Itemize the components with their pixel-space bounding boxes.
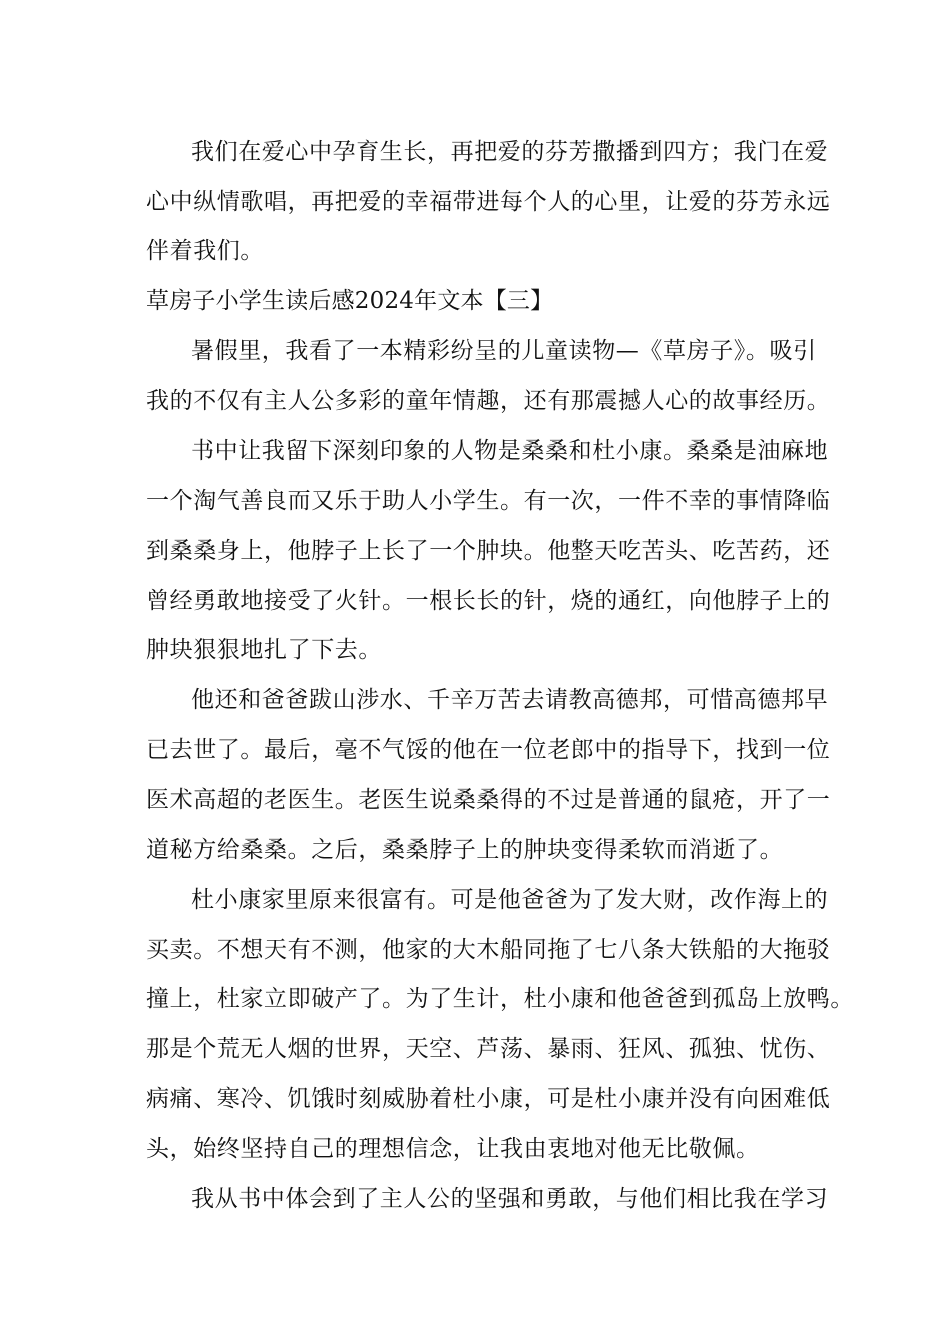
text-line: 已去世了。最后，毫不气馁的他在一位老郎中的指导下，找到一位 bbox=[146, 737, 831, 763]
text-line: 我从书中体会到了主人公的坚强和勇敢，与他们相比我在学习 bbox=[191, 1186, 829, 1212]
text-line: 我们在爱心中孕育生长，再把爱的芬芳撒播到四方；我门在爱 bbox=[191, 139, 829, 165]
text-line: 肿块狠狠地扎了下去。 bbox=[146, 637, 382, 663]
text-line: 我的不仅有主人公多彩的童年情趣，还有那震撼人心的故事经历。 bbox=[146, 388, 831, 414]
text-line: 暑假里，我看了一本精彩纷呈的儿童读物—《草房子》。吸引 bbox=[191, 338, 817, 364]
text-line: 书中让我留下深刻印象的人物是桑桑和杜小康。桑桑是油麻地 bbox=[191, 438, 829, 464]
text-line: 撞上，杜家立即破产了。为了生计，杜小康和他爸爸到孤岛上放鸭。 bbox=[146, 986, 854, 1012]
text-line: 曾经勇敢地接受了火针。一根长长的针，烧的通红，向他脖子上的 bbox=[146, 588, 831, 614]
text-line: 买卖。不想天有不测，他家的大木船同拖了七八条大铁船的大拖驳 bbox=[146, 937, 831, 963]
text-line: 伴着我们。 bbox=[146, 238, 264, 264]
text-line: 道秘方给桑桑。之后，桑桑脖子上的肿块变得柔软而消逝了。 bbox=[146, 837, 784, 863]
text-line: 他还和爸爸跋山涉水、千辛万苦去请教高德邦，可惜高德邦早 bbox=[191, 687, 829, 713]
text-line: 头，始终坚持自己的理想信念，让我由衷地对他无比敬佩。 bbox=[146, 1136, 760, 1162]
text-line: 到桑桑身上，他脖子上长了一个肿块。他整天吃苦头、吃苦药，还 bbox=[146, 538, 831, 564]
text-line: 那是个荒无人烟的世界，天空、芦荡、暴雨、狂风、孤独、忧伤、 bbox=[146, 1036, 831, 1062]
section-heading: 草房子小学生读后感2024年文本【三】 bbox=[146, 288, 554, 314]
text-line: 病痛、寒冷、饥饿时刻威胁着杜小康，可是杜小康并没有向困难低 bbox=[146, 1086, 831, 1112]
text-line: 医术高超的老医生。老医生说桑桑得的不过是普通的鼠疮，开了一 bbox=[146, 787, 831, 813]
text-line: 杜小康家里原来很富有。可是他爸爸为了发大财，改作海上的 bbox=[191, 887, 829, 913]
text-line: 心中纵情歌唱，再把爱的幸福带进每个人的心里，让爱的芬芳永远 bbox=[146, 189, 831, 215]
text-line: 一个淘气善良而又乐于助人小学生。有一次，一件不幸的事情降临 bbox=[146, 488, 831, 514]
